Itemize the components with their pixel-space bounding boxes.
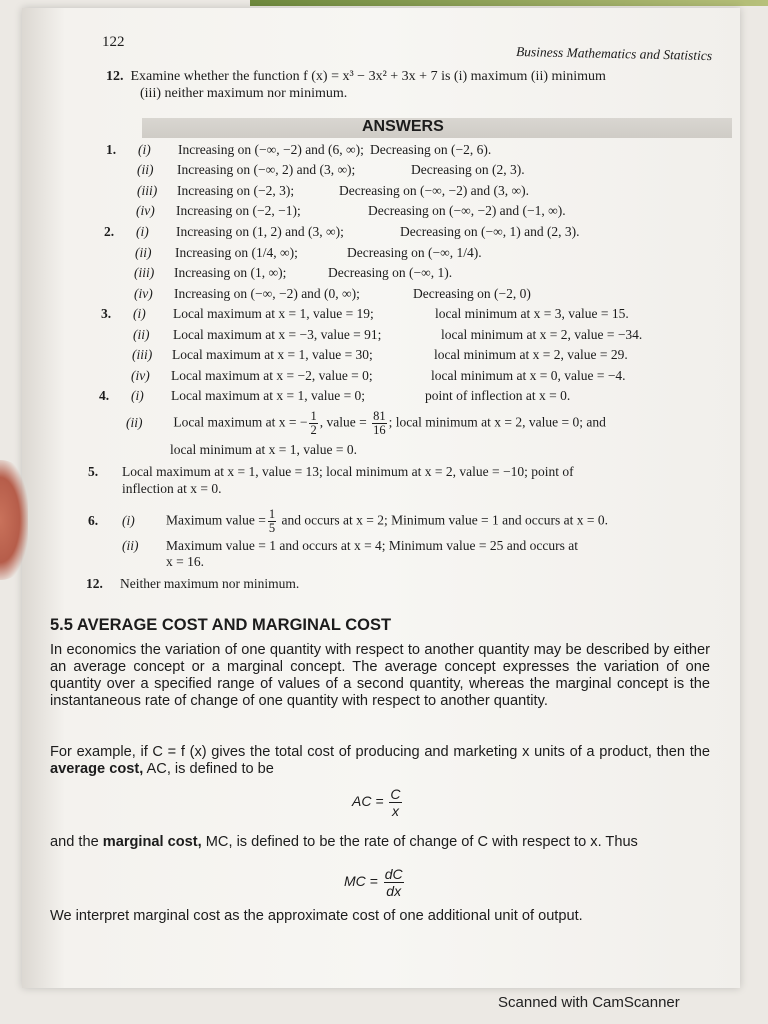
answer-sub-label: (iii) <box>134 265 155 280</box>
answer-sub-label: (iv) <box>134 286 153 301</box>
answer-decreasing: Decreasing on (−2, 6). <box>370 142 492 157</box>
answer-4-ii-post: ; local minimum at x = 2, value = 0; and <box>388 414 606 430</box>
paragraph-2 <box>50 744 710 778</box>
answer-6-i-pre: Maximum value = <box>166 512 266 528</box>
answer-decreasing: Decreasing on (−∞, −2) and (−1, ∞). <box>368 203 566 218</box>
answer-increasing: Increasing on (1, ∞); <box>174 265 287 280</box>
frac-denominator: dx <box>386 883 402 899</box>
answer-increasing: Increasing on (−2, 3); <box>177 183 295 198</box>
answer-row <box>22 368 740 388</box>
answer-6-ii <box>122 538 578 554</box>
formula-lhs: MC = <box>344 873 378 890</box>
answer-row <box>22 142 740 162</box>
answer-number: 2. <box>104 224 115 239</box>
answer-increasing: Local maximum at x = −3, value = 91; <box>173 327 382 342</box>
answer-number: 4. <box>99 388 110 403</box>
answer-row <box>22 245 740 265</box>
frac-denominator: 5 <box>268 521 276 535</box>
answer-row <box>22 183 740 203</box>
answer-row <box>22 306 740 326</box>
answer-4-ii-mid: , value = <box>319 414 367 430</box>
answer-6-i <box>88 508 608 535</box>
answer-sub-label: (ii) <box>133 327 150 342</box>
answer-increasing: Increasing on (1/4, ∞); <box>175 245 298 260</box>
answer-12 <box>86 576 299 592</box>
answer-decreasing: local minimum at x = 2, value = −34. <box>441 327 643 342</box>
answer-number: 5. <box>88 464 99 479</box>
answer-row <box>22 347 740 367</box>
answer-increasing: Local maximum at x = 1, value = 0; <box>171 388 366 403</box>
answer-12-text: Neither maximum nor minimum. <box>120 576 300 591</box>
frac-denominator: 2 <box>310 423 317 437</box>
answer-increasing: Local maximum at x = −2, value = 0; <box>171 368 373 383</box>
frac-numerator: dC <box>384 866 403 882</box>
answer-decreasing: local minimum at x = 2, value = 29. <box>434 347 628 362</box>
answer-5-line-2: inflection at x = 0. <box>122 481 222 496</box>
answer-increasing: Increasing on (−∞, −2) and (0, ∞); <box>174 286 360 301</box>
average-cost-formula <box>352 786 404 819</box>
fraction-half <box>309 410 317 437</box>
formula-fraction <box>389 786 401 819</box>
paragraph-3 <box>50 834 710 851</box>
answer-sub-label: (i) <box>136 224 149 239</box>
answer-increasing: Increasing on (1, 2) and (3, ∞); <box>176 224 344 239</box>
answer-sub-label: (i) <box>133 306 146 321</box>
answer-row <box>22 286 740 306</box>
answer-sub-label: (i) <box>122 512 135 528</box>
answer-increasing: Local maximum at x = 1, value = 19; <box>173 306 374 321</box>
marginal-cost-formula <box>344 866 406 899</box>
paragraph-2-text-a: For example, if C = f (x) gives the total cost of producing and marketing x units of a product, then the <box>50 744 710 760</box>
answer-6-ii-line-2: x = 16. <box>166 554 204 569</box>
answer-row <box>22 162 740 182</box>
answer-sub-label: (i) <box>131 388 144 403</box>
book-page <box>22 8 740 988</box>
term-marginal-cost: marginal cost, <box>102 834 202 850</box>
frac-numerator: 1 <box>310 409 317 423</box>
paragraph-3-text-a: and the <box>50 834 103 850</box>
answer-4-ii-line-2: local minimum at x = 1, value = 0. <box>170 442 357 457</box>
term-average-cost: average cost, <box>50 761 144 777</box>
frac-numerator: 1 <box>268 507 276 521</box>
answer-decreasing: Decreasing on (−∞, 1). <box>328 265 453 280</box>
answer-decreasing: local minimum at x = 3, value = 15. <box>435 306 629 321</box>
formula-lhs: AC = <box>352 793 384 810</box>
frac-denominator: 16 <box>373 423 386 437</box>
answer-sub-label: (iv) <box>131 368 150 383</box>
answer-6-i-post: and occurs at x = 2; Minimum value = 1 and occurs at x = 0. <box>281 512 609 528</box>
paragraph-2-text-b: AC, is defined to be <box>143 761 274 777</box>
answer-sub-label: (i) <box>138 142 151 157</box>
fraction-one-fifth <box>268 508 276 535</box>
paragraph-4: We interpret marginal cost as the approximate cost of one additional unit of output. <box>50 908 583 924</box>
answer-row <box>22 388 740 408</box>
question-12 <box>106 68 606 102</box>
answer-decreasing: point of inflection at x = 0. <box>425 388 571 403</box>
answer-sub-label: (iv) <box>136 203 155 218</box>
answer-decreasing: local minimum at x = 0, value = −4. <box>431 368 626 383</box>
answer-5-line-1: Local maximum at x = 1, value = 13; local minimum at x = 2, value = −10; point of <box>122 464 574 479</box>
answer-sub-label: (iii) <box>137 183 158 198</box>
answer-decreasing: Decreasing on (−∞, −2) and (3, ∞). <box>339 183 530 198</box>
answer-sub-label: (ii) <box>122 538 139 553</box>
question-line-1: Examine whether the function f (x) = x³ − 3x² + 3x + 7 is (i) maximum (ii) minimum <box>130 69 606 84</box>
answer-increasing: Local maximum at x = 1, value = 30; <box>172 347 373 362</box>
answer-4-ii <box>126 410 606 437</box>
answer-increasing: Increasing on (−∞, 2) and (3, ∞); <box>177 162 356 177</box>
answer-decreasing: Decreasing on (−∞, 1/4). <box>347 245 482 260</box>
answer-row <box>22 327 740 347</box>
scanner-watermark: Scanned with CamScanner <box>498 994 680 1011</box>
answer-sub-label: (ii) <box>126 414 143 430</box>
answer-number: 1. <box>106 142 117 157</box>
answer-sub-label: (ii) <box>135 245 152 260</box>
answer-increasing: Increasing on (−∞, −2) and (6, ∞); <box>178 142 364 157</box>
answer-decreasing: Decreasing on (−2, 0) <box>413 286 531 301</box>
running-title: Business Mathematics and Statistics <box>515 43 713 64</box>
answer-5 <box>88 464 574 480</box>
frac-numerator: 81 <box>373 409 386 423</box>
answer-increasing: Increasing on (−2, −1); <box>176 203 301 218</box>
answer-row <box>22 265 740 285</box>
answer-4-ii-pre: Local maximum at x = − <box>173 414 308 430</box>
page-number: 122 <box>102 34 125 50</box>
formula-fraction <box>384 866 404 899</box>
answer-decreasing: Decreasing on (−∞, 1) and (2, 3). <box>400 224 580 239</box>
paragraph-3-text-b: MC, is defined to be the rate of change of C with respect to x. Thus <box>201 834 638 850</box>
answer-6-ii-line-1: Maximum value = 1 and occurs at x = 4; Minimum value = 25 and occurs at <box>166 538 579 553</box>
answer-sub-label: (iii) <box>132 347 153 362</box>
question-line-2: (iii) neither maximum nor minimum. <box>140 86 348 101</box>
answer-decreasing: Decreasing on (2, 3). <box>411 162 525 177</box>
answer-row <box>22 224 740 244</box>
answer-number: 3. <box>101 306 112 321</box>
frac-numerator: C <box>390 786 401 802</box>
answers-heading: ANSWERS <box>362 118 444 135</box>
answer-number: 6. <box>88 512 99 528</box>
answer-row <box>22 203 740 223</box>
answer-sub-label: (ii) <box>137 162 154 177</box>
answer-number: 12. <box>86 576 103 591</box>
frac-denominator: x <box>391 803 399 819</box>
paragraph-1: In economics the variation of one quantity with respect to another quantity may be described by either an average concept or a marginal concept. The average concept expresses the variation of one quantity over a specified range of values of a second quantity, whereas the marginal concept is the instantaneous rate of change of one quantity with respect to another quantity. <box>50 642 710 709</box>
section-title: 5.5 AVERAGE COST AND MARGINAL COST <box>50 616 392 634</box>
top-edge-strip <box>250 0 768 6</box>
fraction-81-16 <box>372 410 387 437</box>
finger-shadow <box>0 460 28 580</box>
question-number: 12. <box>106 69 124 84</box>
